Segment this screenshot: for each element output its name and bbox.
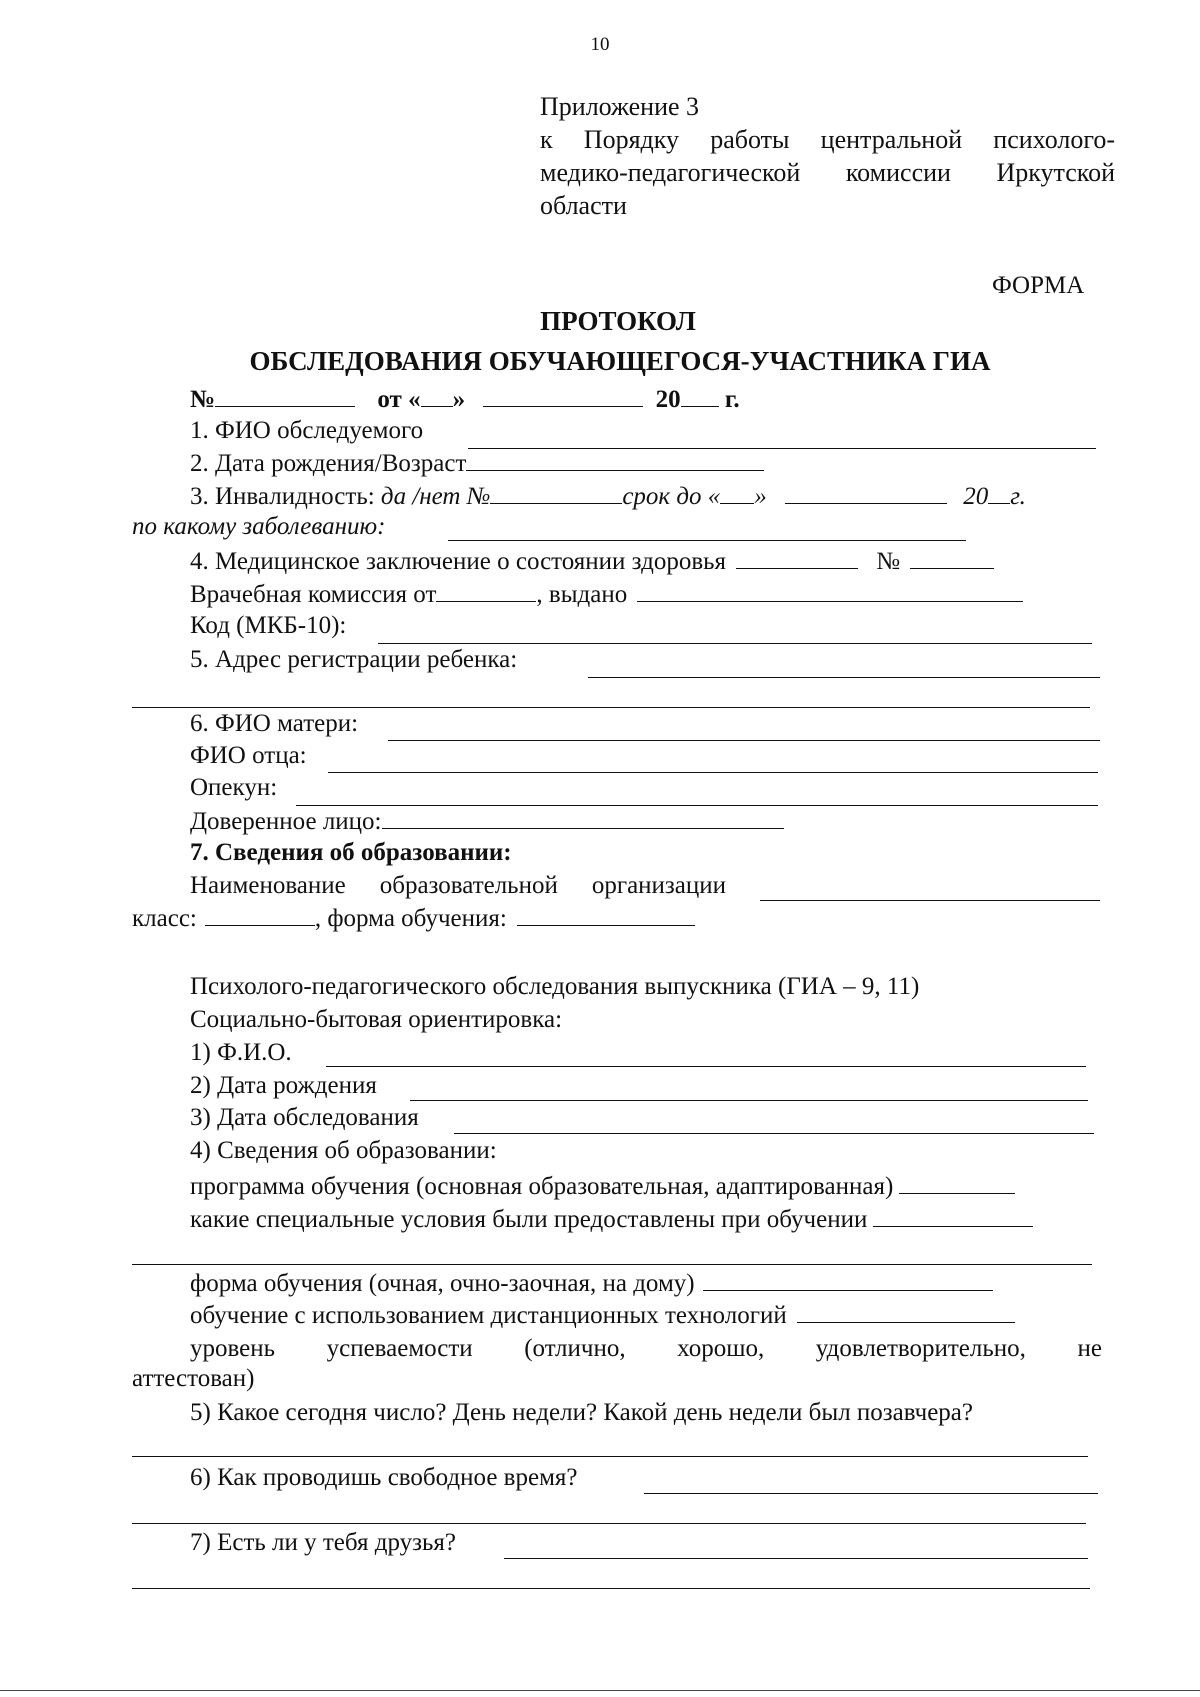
- protocol-month-field[interactable]: [483, 384, 643, 407]
- field-mother: 6. ФИО матери:: [190, 710, 359, 737]
- address-input-line[interactable]: [588, 677, 1100, 678]
- disease-input-line[interactable]: [448, 540, 966, 541]
- psy-heading: Психолого-педагогического обследования выпускника (ГИА – 9, 11): [190, 973, 920, 1000]
- commission-issued-field[interactable]: [637, 579, 1023, 602]
- program-input-line[interactable]: [899, 1171, 1015, 1194]
- disability-year-field[interactable]: [988, 481, 1010, 504]
- commission-date-field[interactable]: [436, 579, 536, 602]
- protocol-number-row: № от « » 20 г.: [190, 386, 740, 413]
- disability-day-field[interactable]: [720, 481, 754, 504]
- appendix-line: Приложение 3: [540, 92, 700, 121]
- medical-field[interactable]: [736, 546, 858, 569]
- birth-age-input-line[interactable]: [466, 448, 764, 471]
- special-conditions-input-line-2[interactable]: [132, 1264, 1092, 1265]
- question-free-time-line-2[interactable]: [132, 1523, 1086, 1524]
- field-class-form: класс: , форма обучения:: [132, 903, 695, 934]
- doc-subtitle: ОБСЛЕДОВАНИЯ ОБУЧАЮЩЕГОСЯ-УЧАСТНИКА ГИА: [249, 346, 991, 376]
- field-fio: 1. ФИО обследуемого: [190, 417, 424, 444]
- question-free-time-line[interactable]: [644, 1493, 1098, 1494]
- protocol-year-field[interactable]: [681, 384, 719, 407]
- form-label: ФОРМА: [992, 272, 1085, 299]
- doc-title: ПРОТОКОЛ: [540, 306, 696, 336]
- field-commission: Врачебная комиссия от , выдано: [190, 579, 1023, 610]
- field-medical: 4. Медицинское заключение о состоянии здоровья №: [190, 546, 994, 577]
- question-education: 4) Сведения об образовании:: [190, 1137, 497, 1164]
- address-input-line-2[interactable]: [132, 707, 1090, 708]
- page-bottom-rule: [0, 1690, 1200, 1691]
- field-trustee: Доверенное лицо:: [190, 806, 784, 837]
- question-free-time: 6) Как проводишь свободное время?: [190, 1464, 578, 1491]
- question-program: программа обучения (основная образовательная, адаптированная): [190, 1171, 1015, 1202]
- appendix-line: области: [540, 191, 627, 220]
- disability-month-field[interactable]: [785, 481, 947, 504]
- distance-input-line[interactable]: [797, 1300, 1015, 1323]
- field-guardian: Опекун:: [190, 774, 278, 801]
- trustee-input-line[interactable]: [382, 806, 784, 829]
- study-form-input-line[interactable]: [703, 1268, 993, 1291]
- field-birth-age: 2. Дата рождения/Возраст: [190, 448, 764, 479]
- question-friends: 7) Есть ли у тебя друзья?: [190, 1529, 457, 1556]
- section-education: 7. Сведения об образовании:: [190, 839, 512, 866]
- field-organization: Наименование образовательной организации: [190, 871, 1100, 901]
- question-exam-date: 3) Дата обследования: [190, 1104, 419, 1131]
- question-fio-line[interactable]: [326, 1066, 1086, 1067]
- question-today: 5) Какое сегодня число? День недели? Какой день недели был позавчера?: [190, 1399, 973, 1426]
- question-friends-line-2[interactable]: [132, 1588, 1090, 1589]
- question-distance: обучение с использованием дистанционных технологий: [190, 1300, 1015, 1331]
- icd-input-line[interactable]: [378, 643, 1092, 644]
- page-number: 10: [590, 34, 610, 55]
- field-disability: 3. Инвалидность: да /нет № срок до « » 20 г.: [190, 483, 1026, 510]
- social-orientation-heading: Социально-бытовая ориентировка:: [190, 1006, 563, 1033]
- question-study-form: форма обучения (очная, очно-заочная, на дому): [190, 1268, 993, 1299]
- protocol-day-field[interactable]: [421, 384, 453, 407]
- field-disease: по какому заболеванию:: [132, 513, 386, 540]
- appendix-block: [540, 90, 1115, 222]
- field-address: 5. Адрес регистрации ребенка:: [190, 646, 518, 673]
- medical-number-field[interactable]: [910, 546, 994, 569]
- father-input-line[interactable]: [328, 772, 1098, 773]
- organization-input-line[interactable]: [760, 878, 1100, 901]
- class-input-line[interactable]: [205, 903, 315, 926]
- question-fio: 1) Ф.И.О.: [190, 1039, 292, 1066]
- question-birth: 2) Дата рождения: [190, 1072, 377, 1099]
- question-exam-date-line[interactable]: [454, 1133, 1094, 1134]
- education-form-input-line[interactable]: [517, 903, 695, 926]
- mother-input-line[interactable]: [388, 740, 1100, 741]
- special-conditions-input-line[interactable]: [873, 1204, 1033, 1227]
- question-performance: уровень успеваемости (отлично, хорошо, удовлетворительно, не: [190, 1335, 1102, 1362]
- question-performance-cont: аттестован): [132, 1365, 255, 1392]
- field-icd: Код (МКБ-10):: [190, 612, 347, 639]
- question-today-line[interactable]: [132, 1456, 1088, 1457]
- question-friends-line[interactable]: [504, 1558, 1088, 1559]
- appendix-line: к Порядку работы центральной психолого-: [540, 125, 1115, 154]
- question-birth-line[interactable]: [410, 1100, 1088, 1101]
- question-special-conditions: какие специальные условия были предоставлены при обучении: [190, 1204, 1033, 1235]
- protocol-number-field[interactable]: [215, 384, 355, 407]
- appendix-line: медико-педагогической комиссии Иркутской: [540, 158, 1115, 187]
- field-father: ФИО отца:: [190, 742, 307, 769]
- disability-number-field[interactable]: [490, 481, 622, 504]
